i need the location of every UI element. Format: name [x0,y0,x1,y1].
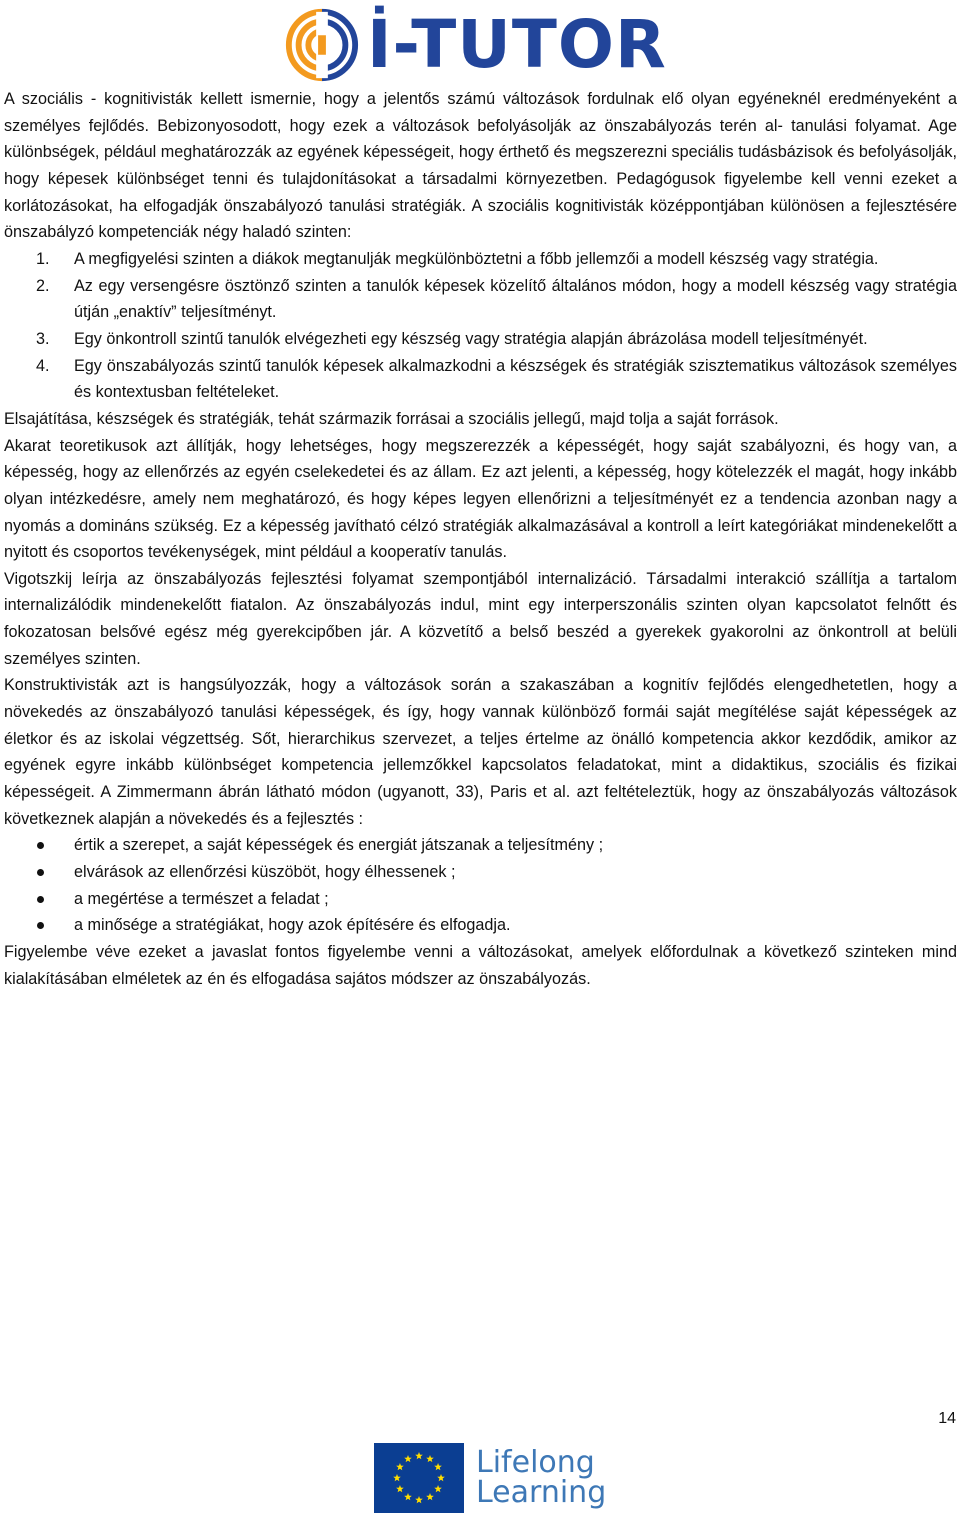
page-number: 14 [938,1410,956,1427]
logo-line-1: Lifelong [476,1445,595,1480]
list-item [4,246,957,273]
list-item-text: Egy önkontroll szintű tanulók elvégezheti egy készség vagy stratégia alapján ábrázolása modell teljesítményét. [74,329,868,348]
list-item [4,326,957,353]
list-item [4,912,957,939]
list-item [4,273,957,326]
list-number: 2. [36,276,50,295]
list-item-text: a minősége a stratégiákat, hogy azok építésére és elfogadja. [74,916,511,935]
list-item-text: A megfigyelési szinten a diákok megtanulják megkülönböztetni a főbb jellemzői a modell készség vagy stratégia. [74,249,879,268]
paragraph-intro: A szociális - kognitivisták kellett ismernie, hogy a jelentős számú változások fordulnak elő olyan egyéneknél eredményeként a személyes fejlődés. Bebizonyosodott, hogy ezek a változások befolyásolják az önszabályozás terén al- tanulási folyamat. Age különbségek, például meghatározzák az egyének képességeit, hogy érthető és megszerezni speciális tudásbázisok és befolyásolják, hogy képesek különbséget tenni és tulajdonításokat a társadalmi környezetben. Pedagógusok figyelembe kell venni ezeket a korlátozásokat, ha elfogadják önszabályozó tanulási stratégiák. A szociális kognitivisták középpontjában különösen a fejlesztésére önszabályzó kompetenciák négy haladó szinten: [4,90,957,242]
paragraph: Akarat teoretikusok azt állítják, hogy lehetséges, hogy megszerezzék a képességét, hogy saját szabályozni, és hogy van, a képesség, hogy az ellenőrzés az egyén cselekedetei és az állam. Ez azt jelenti, a képesség, hogy kötelezzék el magát, hogy inkább olyan intézkedésre, amely nem meghatározó, és hogy képes legyen ellenőrizni a teljesítményét ez a tendencia azonban nagy a nyomás a domináns szükség. Ez a képesség javítható célzó stratégiák alkalmazásával a kontroll a leírt kategóriákat mindenekelőtt a nyitott és csoportos tevékenységek, mint például a kooperatív tanulás. [4,436,957,562]
lifelong-learning-wordmark [476,1445,607,1510]
logo-wordmark: İ-TUTOR [367,6,667,83]
list-item-text: a megértése a természet a feladat ; [74,889,329,908]
bullet-icon [37,896,44,903]
list-item-text: Az egy versengésre ösztönző szinten a tanulók képesek közelítő általános módon, hogy a modell készség vagy stratégia útján „enaktív” teljesítményt. [74,276,957,322]
body-text [4,86,957,992]
bullet-list [4,832,957,939]
list-item [4,353,957,406]
bullet-icon [37,869,44,876]
lifelong-learning-logo [374,1442,606,1514]
list-item-text: értik a szerepet, a saját képességek és energiát játszanak a teljesítmény ; [74,836,604,855]
list-item [4,859,957,886]
paragraph: Vigotszkij leírja az önszabályozás fejlesztési folyamat szempontjából internalizáció. Társadalmi interakció szállítja a tartalom internalizálódik mindenekelőtt fiatalon. Az önszabályozás indul, mint egy interperszonális szinten olyan kapcsolatot felnőtt és fokozatosan belsővé egész még gyerekcipőben jár. A közvetítő a belső beszéd a gyerekek gyakorolni az önkontroll at belüli személyes szinten. [4,569,957,668]
list-item-text: Egy önszabályozás szintű tanulók képesek alkalmazkodni a készségek és stratégiák szisztematikus változások személyes és kontextusban feltételeket. [74,356,957,402]
list-number: 3. [36,329,50,348]
itutor-logo [283,2,683,88]
logo-line-2: Learning [476,1475,607,1510]
list-number: 4. [36,356,50,375]
bullet-icon [37,922,44,929]
list-item [4,832,957,859]
list-number: 1. [36,249,50,268]
list-item [4,886,957,913]
paragraph-closing: Figyelembe véve ezeket a javaslat fontos figyelembe venni a változásokat, amelyek előfordulnak a következő szinteken mind kialakításában elméletek az én és elfogadása sajátos módszer az önszabályozás. [4,943,957,988]
eu-flag-icon [374,1443,464,1513]
list-item-text: elvárások az ellenőrzési küszöböt, hogy élhessenek ; [74,863,456,882]
paragraph: Elsajátítása, készségek és stratégiák, tehát származik forrásai a szociális jellegű, majd tolja a saját források. [4,409,779,428]
itutor-emblem-icon [283,5,361,85]
bullet-icon [37,842,44,849]
levels-list [4,246,957,406]
paragraph: Konstruktivisták azt is hangsúlyozzák, hogy a változások során a szakaszában a kognitív fejlődés elengedhetetlen, hogy a növekedés az önszabályozó tanulási képességek, és így, hogy vannak különböző formái saját megítélése saját képességek az életkor és az iskolai végzettség. Sőt, hierarchikus szervezet, a teljes értelme az önálló kompetencia akkor kezdődik, amikor az egyének egyre inkább különbséget kompetencia jellemzőkkel kapcsolatos feladatokat, mint a didaktikus, szociális és fizikai képességeit. A Zimmermann ábrán látható módon (ugyanott, 33), Paris et al. azt feltételeztük, hogy az önszabályozás változások következnek alapján a növekedés és a fejlesztés : [4,676,957,828]
